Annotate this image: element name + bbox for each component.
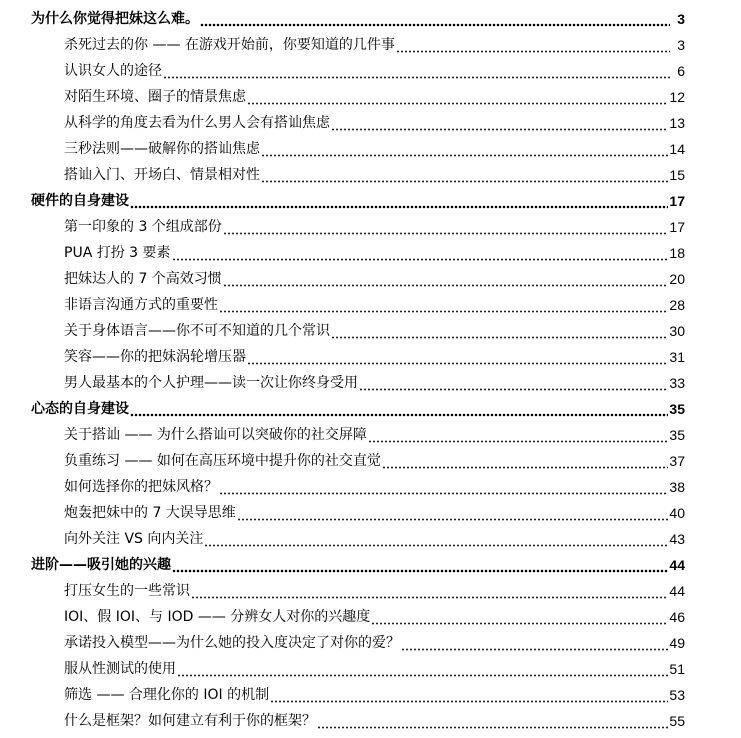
toc-entry[interactable] — [0, 110, 741, 136]
toc-entry-title: 向外关注 VS 向内关注 — [64, 531, 204, 547]
toc-section-heading[interactable] — [0, 396, 741, 422]
dot-leader — [317, 715, 668, 729]
toc-entry[interactable] — [0, 136, 741, 162]
toc-page-number: 37 — [669, 453, 685, 469]
dot-leader — [130, 195, 668, 209]
toc-entry-title: 什么是框架？如何建立有利于你的框架？ — [64, 713, 316, 729]
toc-entry[interactable] — [0, 708, 741, 734]
dot-leader — [331, 117, 668, 131]
toc-entry-title: 搭讪入门、开场白、情景相对性 — [64, 167, 260, 183]
dot-leader — [247, 91, 668, 105]
toc-page-number: 44 — [669, 557, 685, 573]
dot-leader — [261, 169, 668, 183]
dot-leader — [223, 273, 669, 287]
toc-entry-title: 关于身体语言——你不可不知道的几个常识 — [64, 323, 330, 339]
toc-page-number: 3 — [677, 37, 685, 53]
toc-entry-title: 杀死过去的你 —— 在游戏开始前，你要知道的几件事 — [64, 37, 395, 53]
toc-entry[interactable] — [0, 162, 741, 188]
toc-entry-title: 为什么你觉得把妹这么难。 — [31, 11, 199, 27]
toc-page-number: 17 — [669, 219, 685, 235]
dot-leader — [200, 13, 670, 27]
toc-entry-title: 认识女人的途径 — [64, 63, 162, 79]
toc-entry[interactable] — [0, 500, 741, 526]
toc-entry[interactable] — [0, 682, 741, 708]
toc-entry-title: 第一印象的 3 个组成部份 — [64, 219, 222, 235]
toc-entry[interactable] — [0, 292, 741, 318]
dot-leader — [401, 637, 668, 651]
toc-page-number: 14 — [669, 141, 685, 157]
toc-entry[interactable] — [0, 344, 741, 370]
toc-entry-title: 炮轰把妹中的 7 大误导思维 — [64, 505, 236, 521]
toc-entry-title: 笑容——你的把妹涡轮增压器 — [64, 349, 246, 365]
toc-page-number: 55 — [669, 713, 685, 729]
toc-page-number: 12 — [669, 89, 685, 105]
toc-entry[interactable] — [0, 266, 741, 292]
toc-entry-title: 进阶——吸引她的兴趣 — [31, 557, 171, 573]
dot-leader — [331, 325, 668, 339]
toc-page-number: 51 — [669, 661, 685, 677]
dot-leader — [270, 689, 668, 703]
dot-leader — [261, 143, 668, 157]
toc-entry-title: 硬件的自身建设 — [31, 193, 129, 209]
dot-leader — [382, 455, 669, 469]
toc-entry-title: IOI、假 IOI、与 IOD —— 分辨女人对你的兴趣度 — [64, 609, 371, 625]
toc-page-number: 31 — [669, 349, 685, 365]
toc-page-number: 35 — [669, 401, 685, 417]
toc-entry[interactable] — [0, 630, 741, 656]
toc-entry-title: 三秒法则——破解你的搭讪焦虑 — [64, 141, 260, 157]
toc-entry-title: 对陌生环境、圈子的情景焦虑 — [64, 89, 246, 105]
toc-page-number: 20 — [669, 271, 685, 287]
table-of-contents — [0, 6, 741, 734]
dot-leader — [219, 299, 668, 313]
toc-entry-title: 服从性测试的使用 — [64, 661, 176, 677]
dot-leader — [177, 663, 668, 677]
toc-page-number: 49 — [669, 635, 685, 651]
toc-page-number: 46 — [669, 609, 685, 625]
toc-page-number: 28 — [669, 297, 685, 313]
toc-page-number: 40 — [669, 505, 685, 521]
dot-leader — [396, 39, 670, 53]
toc-page-number: 3 — [677, 11, 685, 27]
toc-page-number: 30 — [669, 323, 685, 339]
toc-entry[interactable] — [0, 578, 741, 604]
dot-leader — [359, 377, 668, 391]
toc-entry-title: PUA 打扮 3 要素 — [64, 245, 171, 261]
toc-entry[interactable] — [0, 604, 741, 630]
toc-page-number: 53 — [669, 687, 685, 703]
toc-entry[interactable] — [0, 526, 741, 552]
dot-leader — [172, 247, 669, 261]
dot-leader — [204, 533, 668, 547]
toc-page-number: 33 — [669, 375, 685, 391]
toc-page-number: 43 — [669, 531, 685, 547]
dot-leader — [371, 611, 668, 625]
toc-entry[interactable] — [0, 84, 741, 110]
toc-section-heading[interactable] — [0, 188, 741, 214]
toc-entry-title: 从科学的角度去看为什么男人会有搭讪焦虑 — [64, 115, 330, 131]
toc-entry[interactable] — [0, 474, 741, 500]
toc-entry-title: 如何选择你的把妹风格？ — [64, 479, 218, 495]
dot-leader — [237, 507, 669, 521]
dot-leader — [368, 429, 669, 443]
toc-section-heading[interactable] — [0, 552, 741, 578]
toc-entry-title: 把妹达人的 7 个高效习惯 — [64, 271, 222, 287]
toc-entry[interactable] — [0, 422, 741, 448]
toc-entry[interactable] — [0, 448, 741, 474]
dot-leader — [247, 351, 668, 365]
toc-entry[interactable] — [0, 58, 741, 84]
toc-entry-title: 负重练习 —— 如何在高压环境中提升你的社交直觉 — [64, 453, 381, 469]
toc-page-number: 35 — [669, 427, 685, 443]
toc-entry-title: 非语言沟通方式的重要性 — [64, 297, 218, 313]
toc-entry-title: 关于搭讪 —— 为什么搭讪可以突破你的社交屏障 — [64, 427, 367, 443]
toc-entry-title: 打压女生的一些常识 — [64, 583, 190, 599]
toc-entry-title: 承诺投入模型——为什么她的投入度决定了对你的爱？ — [64, 635, 400, 651]
toc-page-number: 18 — [669, 245, 685, 261]
dot-leader — [172, 559, 668, 573]
toc-entry[interactable] — [0, 318, 741, 344]
toc-page-number: 6 — [677, 63, 685, 79]
toc-entry[interactable] — [0, 240, 741, 266]
toc-entry[interactable] — [0, 656, 741, 682]
toc-page-number: 44 — [669, 583, 685, 599]
toc-entry[interactable] — [0, 214, 741, 240]
toc-entry-title: 筛选 —— 合理化你的 IOI 的机制 — [64, 687, 270, 703]
toc-page-number: 17 — [669, 193, 685, 209]
dot-leader — [191, 585, 668, 599]
dot-leader — [130, 403, 668, 417]
toc-entry[interactable] — [0, 32, 741, 58]
dot-leader — [223, 221, 669, 235]
dot-leader — [163, 65, 670, 79]
toc-entry-title: 心态的自身建设 — [31, 401, 129, 417]
toc-entry-title: 男人最基本的个人护理——读一次让你终身受用 — [64, 375, 358, 391]
toc-page-number: 13 — [669, 115, 685, 131]
toc-entry[interactable] — [0, 370, 741, 396]
toc-section-heading[interactable] — [0, 6, 741, 32]
toc-page-number: 15 — [669, 167, 685, 183]
dot-leader — [219, 481, 668, 495]
toc-page-number: 38 — [669, 479, 685, 495]
